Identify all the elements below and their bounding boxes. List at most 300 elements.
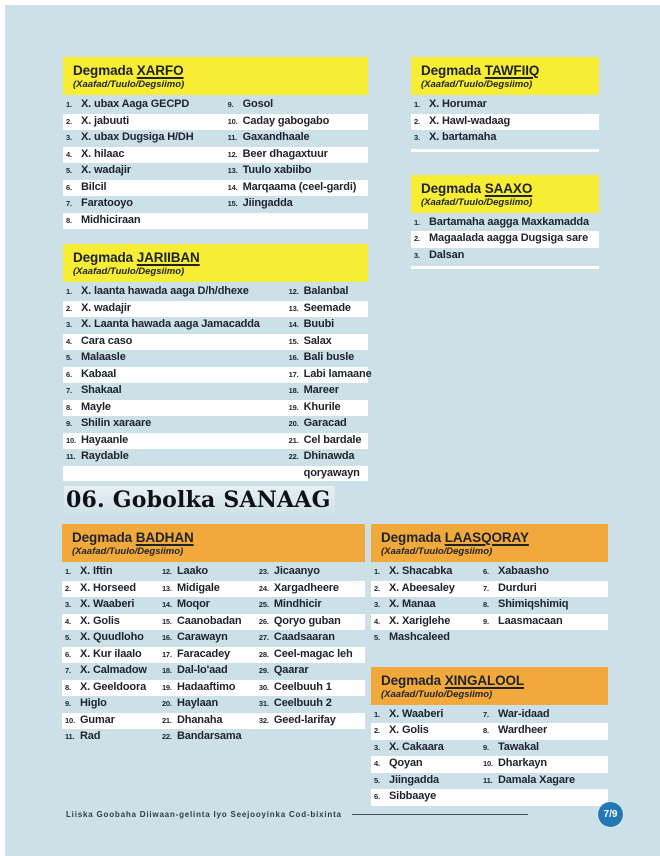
list-item: [62, 581, 159, 598]
item-text: X. Horseed: [80, 581, 136, 594]
item-text: Bilcil: [81, 180, 107, 193]
item-text: Qoyan: [389, 757, 423, 769]
item-number: 3.: [414, 133, 420, 142]
item-number: 5.: [66, 166, 72, 175]
list-row: [62, 663, 365, 680]
item-number: 9.: [65, 699, 71, 708]
item-number: 1.: [414, 217, 420, 227]
item-number: 11.: [483, 775, 493, 785]
item-text: X. Kur ilaalo: [80, 647, 142, 660]
district-name: LAASQORAY: [444, 530, 529, 545]
district-header: [411, 57, 599, 95]
list-item: [225, 147, 368, 164]
item-number: 32.: [258, 715, 269, 725]
list-item: [480, 564, 608, 581]
item-text: Dhanaha: [176, 713, 223, 726]
list-item: [63, 180, 225, 197]
list-row: [62, 614, 365, 631]
district-name: TAWFIIQ: [484, 63, 540, 78]
list-row: [62, 564, 365, 581]
item-text: Caanobadan: [176, 614, 242, 627]
list-item: [63, 213, 225, 230]
item-number: 12.: [161, 567, 172, 576]
list-item: [480, 630, 608, 647]
item-text: X. ubax Dugsiga H/DH: [81, 131, 194, 143]
item-text: Kabaal: [81, 367, 117, 380]
item-text: X. jabuuti: [81, 114, 130, 127]
list-item: [371, 723, 480, 740]
list-item: [286, 400, 368, 417]
item-text: X. Golis: [389, 724, 429, 736]
item-text: Dalsan: [429, 248, 465, 261]
district-subtitle: (Xaafad/Tuulo/Degsiimo): [73, 79, 185, 90]
item-number: 5.: [66, 353, 72, 362]
item-text: Dharkayn: [498, 757, 547, 769]
list-row: [62, 680, 365, 697]
page-footer: [66, 801, 624, 828]
item-number: 5.: [374, 633, 380, 642]
district-title: [421, 181, 589, 196]
district-header: [371, 524, 608, 562]
item-text: X. Horumar: [429, 98, 487, 110]
page-left-margin: [0, 0, 5, 856]
list-item: [63, 147, 225, 164]
list-item: [256, 680, 365, 697]
item-number: 6.: [65, 649, 71, 659]
page-number-badge: 7/9: [597, 801, 624, 828]
list-item: [63, 114, 225, 131]
item-text: X. Iftin: [80, 565, 113, 577]
item-number: 12.: [227, 149, 238, 159]
district-block-laasqoray: [371, 524, 608, 647]
item-number: 2.: [374, 726, 380, 735]
list-row: [63, 350, 368, 367]
list-row: [371, 597, 608, 614]
list-row: [62, 713, 365, 730]
list-row: [62, 597, 365, 614]
list-row: [371, 773, 608, 790]
item-text: X. Golis: [80, 614, 120, 627]
item-number: 28.: [258, 649, 269, 659]
item-number: 9.: [483, 742, 489, 752]
item-text: X. Waaberi: [389, 707, 444, 720]
list-item: [411, 231, 599, 248]
list-item: [63, 196, 225, 213]
list-item: [286, 367, 372, 384]
list-row: [62, 630, 365, 647]
section-end-line: [411, 266, 599, 269]
page-top-margin: [0, 0, 660, 5]
item-text: Higlo: [80, 697, 107, 709]
section-end-line: [411, 149, 599, 152]
item-number: 1.: [65, 567, 71, 576]
item-number: 15.: [161, 616, 172, 626]
item-number: [289, 466, 304, 482]
list-item: [286, 350, 368, 367]
item-text: Qoryo guban: [273, 614, 341, 627]
item-number: 10.: [227, 116, 238, 126]
district-subtitle: (Xaafad/Tuulo/Degsiimo): [381, 688, 493, 700]
item-number: 19.: [161, 682, 172, 692]
item-text: Cel bardale: [303, 433, 362, 446]
district-list: [411, 97, 599, 152]
district-subtitle: (Xaafad/Tuulo/Degsiimo): [421, 79, 533, 90]
item-number: 8.: [483, 726, 489, 735]
list-item: [63, 301, 286, 318]
item-number: 8.: [66, 215, 72, 225]
list-row: [411, 248, 599, 265]
list-item: [256, 614, 365, 631]
item-number: 20.: [288, 419, 299, 428]
list-row: [63, 97, 368, 114]
item-number: 15.: [288, 336, 299, 346]
list-item: [62, 564, 159, 581]
item-text: Hayaanle: [81, 433, 129, 446]
item-text: Caadsaaran: [273, 631, 335, 643]
list-item: [62, 663, 159, 680]
item-number: 13.: [161, 583, 172, 593]
list-row: [63, 114, 368, 131]
item-text: Marqaama (ceel-gardi): [242, 180, 357, 193]
item-number: 2.: [414, 234, 420, 243]
item-text: Salax: [303, 334, 332, 347]
item-text: X. Quudloho: [80, 631, 144, 643]
item-number: 15.: [227, 199, 238, 208]
district-header: [62, 524, 365, 562]
item-number: 30.: [258, 682, 269, 692]
item-number: 4.: [66, 149, 72, 159]
district-title: [73, 250, 358, 265]
district-name: BADHAN: [135, 530, 194, 545]
list-item: [286, 466, 368, 482]
list-item: [256, 696, 365, 713]
district-subtitle: (Xaafad/Tuulo/Degsiimo): [72, 546, 184, 557]
item-text: X. Hawl-wadaag: [429, 114, 511, 127]
list-item: [63, 466, 286, 482]
item-number: 25.: [258, 600, 269, 609]
item-text: Qaarar: [273, 664, 309, 676]
list-item: [480, 773, 608, 790]
bottom-left-column: [62, 524, 365, 746]
list-item: [63, 416, 286, 433]
district-header: [63, 244, 368, 282]
list-item: [62, 729, 159, 746]
list-item: [371, 756, 480, 773]
list-item: [159, 647, 256, 664]
item-number: 14.: [161, 600, 172, 609]
list-row: [63, 449, 368, 466]
list-row: [371, 707, 608, 724]
district-block-jariiban: [63, 244, 372, 481]
list-item: [63, 97, 225, 114]
item-number: 2.: [374, 583, 380, 593]
district-header: [63, 57, 368, 95]
item-text: Ceelbuuh 2: [273, 697, 332, 709]
list-item: [159, 614, 256, 631]
item-number: 12.: [288, 287, 299, 296]
list-item: [225, 97, 368, 114]
list-item: [371, 707, 480, 724]
list-item: [159, 729, 256, 746]
list-item: [63, 334, 286, 351]
item-number: 14.: [227, 182, 238, 192]
district-title: [381, 673, 598, 688]
list-row: [371, 564, 608, 581]
item-text: Moqor: [176, 598, 210, 610]
item-text: Faratooyo: [81, 197, 133, 209]
district-name: XINGALOOL: [444, 672, 525, 688]
list-row: [371, 723, 608, 740]
item-number: 2.: [414, 116, 420, 126]
item-text: Ceel-magac leh: [273, 647, 353, 660]
item-text: Mindhicir: [273, 598, 322, 610]
item-text: Bartamaha aagga Maxkamadda: [429, 215, 589, 228]
list-item: [286, 284, 368, 301]
item-number: [483, 630, 498, 647]
item-text: X. Laanta hawada aaga Jamacadda: [81, 318, 260, 330]
list-item: [256, 663, 365, 680]
item-number: 2.: [66, 116, 72, 126]
list-item: [62, 647, 159, 664]
item-text: Mayle: [81, 400, 111, 413]
list-item: [286, 317, 368, 334]
district-block-xingalool: [371, 667, 608, 806]
item-text: Gosol: [242, 98, 274, 110]
list-item: [63, 433, 286, 450]
district-title-prefix: Degmada: [73, 250, 137, 265]
list-row: [62, 647, 365, 664]
list-item: [256, 597, 365, 614]
item-number: 1.: [66, 100, 72, 109]
item-text: Mareer: [303, 384, 339, 396]
item-number: 2.: [66, 303, 72, 313]
list-row: [63, 163, 368, 180]
item-number: [228, 213, 243, 230]
list-item: [159, 680, 256, 697]
item-number: 11.: [227, 133, 238, 142]
district-list: [371, 707, 608, 806]
list-item: [63, 350, 286, 367]
item-number: 3.: [374, 742, 380, 752]
list-row: [411, 130, 599, 147]
item-number: 17.: [161, 649, 172, 659]
list-item: [286, 416, 368, 433]
list-item: [63, 400, 286, 417]
district-title-prefix: Degmada: [381, 672, 445, 688]
item-text: Caday gabogabo: [242, 114, 330, 127]
item-text: X. ubax Aaga GECPD: [81, 98, 190, 110]
list-item: [286, 433, 368, 450]
list-row: [63, 130, 368, 147]
item-text: X. Waaberi: [80, 598, 135, 610]
list-item: [411, 248, 599, 265]
footer-divider: [352, 814, 528, 816]
district-block-saaxo: [411, 175, 599, 270]
item-number: 18.: [288, 386, 299, 395]
district-title-prefix: Degmada: [72, 530, 136, 545]
list-item: [159, 713, 256, 730]
list-row: [63, 180, 368, 197]
district-list: [63, 284, 372, 481]
item-text: Midhiciraan: [81, 213, 141, 226]
list-item: [480, 756, 608, 773]
list-item: [159, 581, 256, 598]
item-number: 1.: [374, 567, 380, 576]
item-number: 10.: [483, 759, 493, 768]
item-number: 4.: [66, 336, 72, 346]
item-text: Tuulo xabiibo: [242, 164, 312, 176]
item-text: X. Xariglehe: [389, 614, 451, 627]
item-text: X. Manaa: [389, 598, 436, 610]
item-number: 9.: [66, 419, 72, 428]
district-block-badhan: [62, 524, 365, 746]
item-text: Dal-lo'aad: [176, 664, 228, 676]
item-text: X. Cakaara: [389, 740, 444, 753]
list-row: [63, 196, 368, 213]
item-number: 16.: [288, 353, 299, 362]
list-item: [286, 449, 368, 466]
list-item: [63, 383, 286, 400]
district-title-prefix: Degmada: [381, 530, 445, 545]
list-item: [256, 630, 365, 647]
item-number: 4.: [65, 616, 71, 626]
list-item: [480, 707, 608, 724]
list-item: [371, 630, 480, 647]
list-row: [411, 215, 599, 232]
list-item: [62, 680, 159, 697]
section-title: 06. Gobolka SANAAG: [64, 486, 335, 516]
item-text: Mashcaleed: [389, 631, 450, 643]
item-number: 13.: [227, 166, 238, 175]
item-number: 18.: [161, 666, 172, 675]
footer-title: Liiska Goobaha Diiwaan-gelinta Iyo Seejooyinka Cod-bixinta: [66, 810, 342, 819]
item-text: Jiingadda: [389, 773, 439, 786]
list-item: [225, 180, 368, 197]
item-text: Faracadey: [176, 647, 231, 660]
item-number: 6.: [374, 792, 380, 801]
list-row: [411, 114, 599, 131]
list-item: [371, 564, 480, 581]
list-item: [411, 130, 599, 147]
item-number: 22.: [288, 452, 299, 461]
item-text: X. wadajir: [81, 301, 131, 314]
item-number: 31.: [258, 699, 269, 708]
list-item: [63, 163, 225, 180]
district-subtitle: (Xaafad/Tuulo/Degsiimo): [421, 196, 533, 208]
list-row: [411, 231, 599, 248]
list-row: [63, 400, 368, 417]
list-row: [63, 383, 368, 400]
list-item: [371, 773, 480, 790]
item-text: Midigale: [176, 581, 220, 594]
item-number: 13.: [288, 303, 299, 313]
list-item: [256, 581, 365, 598]
district-list: [62, 564, 365, 746]
item-text: X. Calmadow: [80, 664, 147, 676]
district-title-prefix: Degmada: [73, 63, 137, 78]
list-row: [63, 284, 368, 301]
item-text: Magaalada aagga Dugsiga sare: [429, 232, 589, 244]
item-text: Durduri: [498, 581, 537, 594]
item-text: X. Abeesaley: [389, 581, 455, 594]
district-block-tawfiiq: [411, 57, 599, 152]
item-number: 3.: [414, 250, 420, 260]
item-text: Haylaan: [176, 697, 219, 709]
item-number: 10.: [66, 435, 76, 445]
item-text: Wardheer: [498, 724, 548, 736]
item-text: Laasmacaan: [498, 614, 563, 627]
list-item: [63, 130, 225, 147]
item-text: Jicaanyo: [273, 565, 320, 577]
list-item: [286, 383, 368, 400]
top-left-column: [63, 57, 372, 481]
item-number: 22.: [161, 732, 172, 741]
item-text: Cara caso: [81, 334, 133, 347]
item-number: 21.: [161, 715, 172, 725]
item-number: 24.: [258, 583, 269, 593]
list-row: [371, 581, 608, 598]
list-item: [225, 163, 368, 180]
item-text: Laako: [176, 565, 208, 577]
item-text: Tawakal: [498, 740, 539, 753]
item-number: 6.: [66, 182, 72, 192]
list-item: [411, 114, 599, 131]
list-item: [371, 614, 480, 631]
list-item: [286, 334, 368, 351]
item-number: 9.: [483, 616, 489, 626]
item-number: 1.: [374, 709, 380, 719]
list-item: [159, 597, 256, 614]
district-title-prefix: Degmada: [421, 180, 485, 196]
list-item: [159, 630, 256, 647]
item-text: Xabaasho: [498, 565, 549, 577]
list-item: [371, 740, 480, 757]
item-text: X. laanta hawada aaga D/h/dhexe: [81, 285, 249, 297]
item-number: 11.: [66, 452, 76, 461]
item-number: 2.: [65, 583, 71, 593]
item-number: 7.: [66, 386, 72, 395]
district-title: [381, 530, 598, 545]
item-number: 10.: [65, 715, 75, 725]
list-item: [480, 581, 608, 598]
district-list: [411, 215, 599, 270]
list-item: [480, 614, 608, 631]
list-item: [159, 696, 256, 713]
item-text: Hadaaftimo: [176, 680, 236, 693]
item-number: 29.: [258, 666, 269, 675]
district-header: [411, 175, 599, 213]
list-item: [63, 284, 286, 301]
item-number: 4.: [374, 616, 380, 626]
item-number: [66, 466, 81, 482]
item-number: 7.: [66, 199, 72, 208]
list-row: [63, 301, 368, 318]
list-item: [62, 614, 159, 631]
item-number: 3.: [66, 133, 72, 142]
list-item: [225, 213, 368, 230]
top-right-column: [411, 57, 599, 269]
list-item: [480, 597, 608, 614]
item-number: 19.: [288, 402, 299, 412]
list-item: [286, 301, 368, 318]
item-text: Bandarsama: [176, 730, 242, 742]
item-number: 5.: [374, 775, 380, 785]
item-text: X. wadajir: [81, 164, 131, 176]
list-row: [63, 433, 368, 450]
item-text: Shimiqshimiq: [498, 598, 569, 610]
list-item: [256, 647, 365, 664]
list-row: [63, 367, 372, 384]
